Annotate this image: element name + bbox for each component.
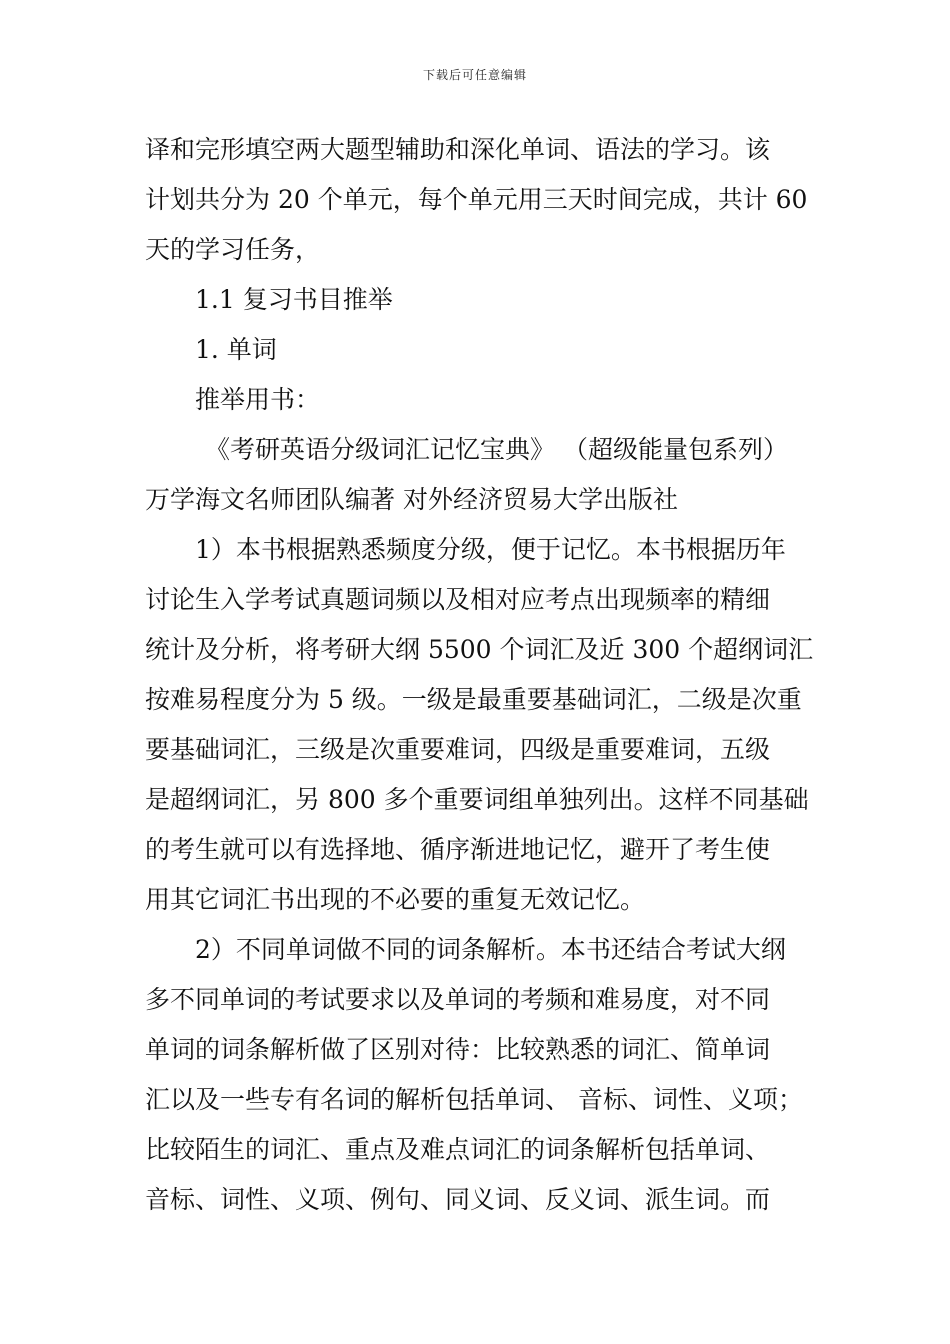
subsection-heading: 1. 单词: [195, 335, 277, 364]
text-line: 2）不同单词做不同的词条解析。本书还结合考试大纲: [195, 935, 786, 964]
page-header-note: 下载后可任意编辑: [422, 68, 527, 82]
text-line: 译和完形填空两大题型辅助和深化单词、语法的学习。该: [145, 135, 771, 164]
book-title-line: 《考研英语分级词汇记忆宝典》 （超级能量包系列）: [205, 435, 788, 464]
text-line: 按难易程度分为 5 级。一级是最重要基础词汇，二级是次重: [145, 685, 802, 714]
text-line: 的考生就可以有选择地、循序渐进地记忆，避开了考生使: [145, 835, 771, 864]
text-line: 音标、词性、义项、例句、同义词、反义词、派生词。而: [145, 1185, 771, 1214]
book-author-line: 万学海文名师团队编著 对外经济贸易大学出版社: [145, 485, 678, 514]
text-line: 用其它词汇书出现的不必要的重复无效记忆。: [145, 885, 646, 914]
text-line: 要基础词汇，三级是次重要难词，四级是重要难词，五级: [145, 735, 771, 764]
text-line: 讨论生入学考试真题词频以及相对应考点出现频率的精细: [145, 585, 771, 614]
text-line: 多不同单词的考试要求以及单词的考频和难易度，对不同: [145, 985, 771, 1014]
text-line: 计划共分为 20 个单元，每个单元用三天时间完成，共计 60: [145, 185, 808, 214]
text-line: 比较陌生的词汇、重点及难点词汇的词条解析包括单词、: [145, 1135, 771, 1164]
text-line: 1）本书根据熟悉频度分级，便于记忆。本书根据历年: [195, 535, 786, 564]
text-line: 统计及分析，将考研大纲 5500 个词汇及近 300 个超纲词汇: [145, 635, 814, 664]
text-line: 推举用书：: [195, 385, 321, 414]
text-line: 单词的词条解析做了区别对待：比较熟悉的词汇、简单词: [145, 1035, 771, 1064]
text-line: 天的学习任务，: [145, 235, 321, 264]
text-line: 是超纲词汇，另 800 多个重要词组单独列出。这样不同基础: [145, 785, 809, 814]
section-heading: 1.1 复习书目推举: [195, 285, 393, 314]
text-line: 汇以及一些专有名词的解析包括单词、 音标、词性、义项；: [145, 1085, 803, 1114]
